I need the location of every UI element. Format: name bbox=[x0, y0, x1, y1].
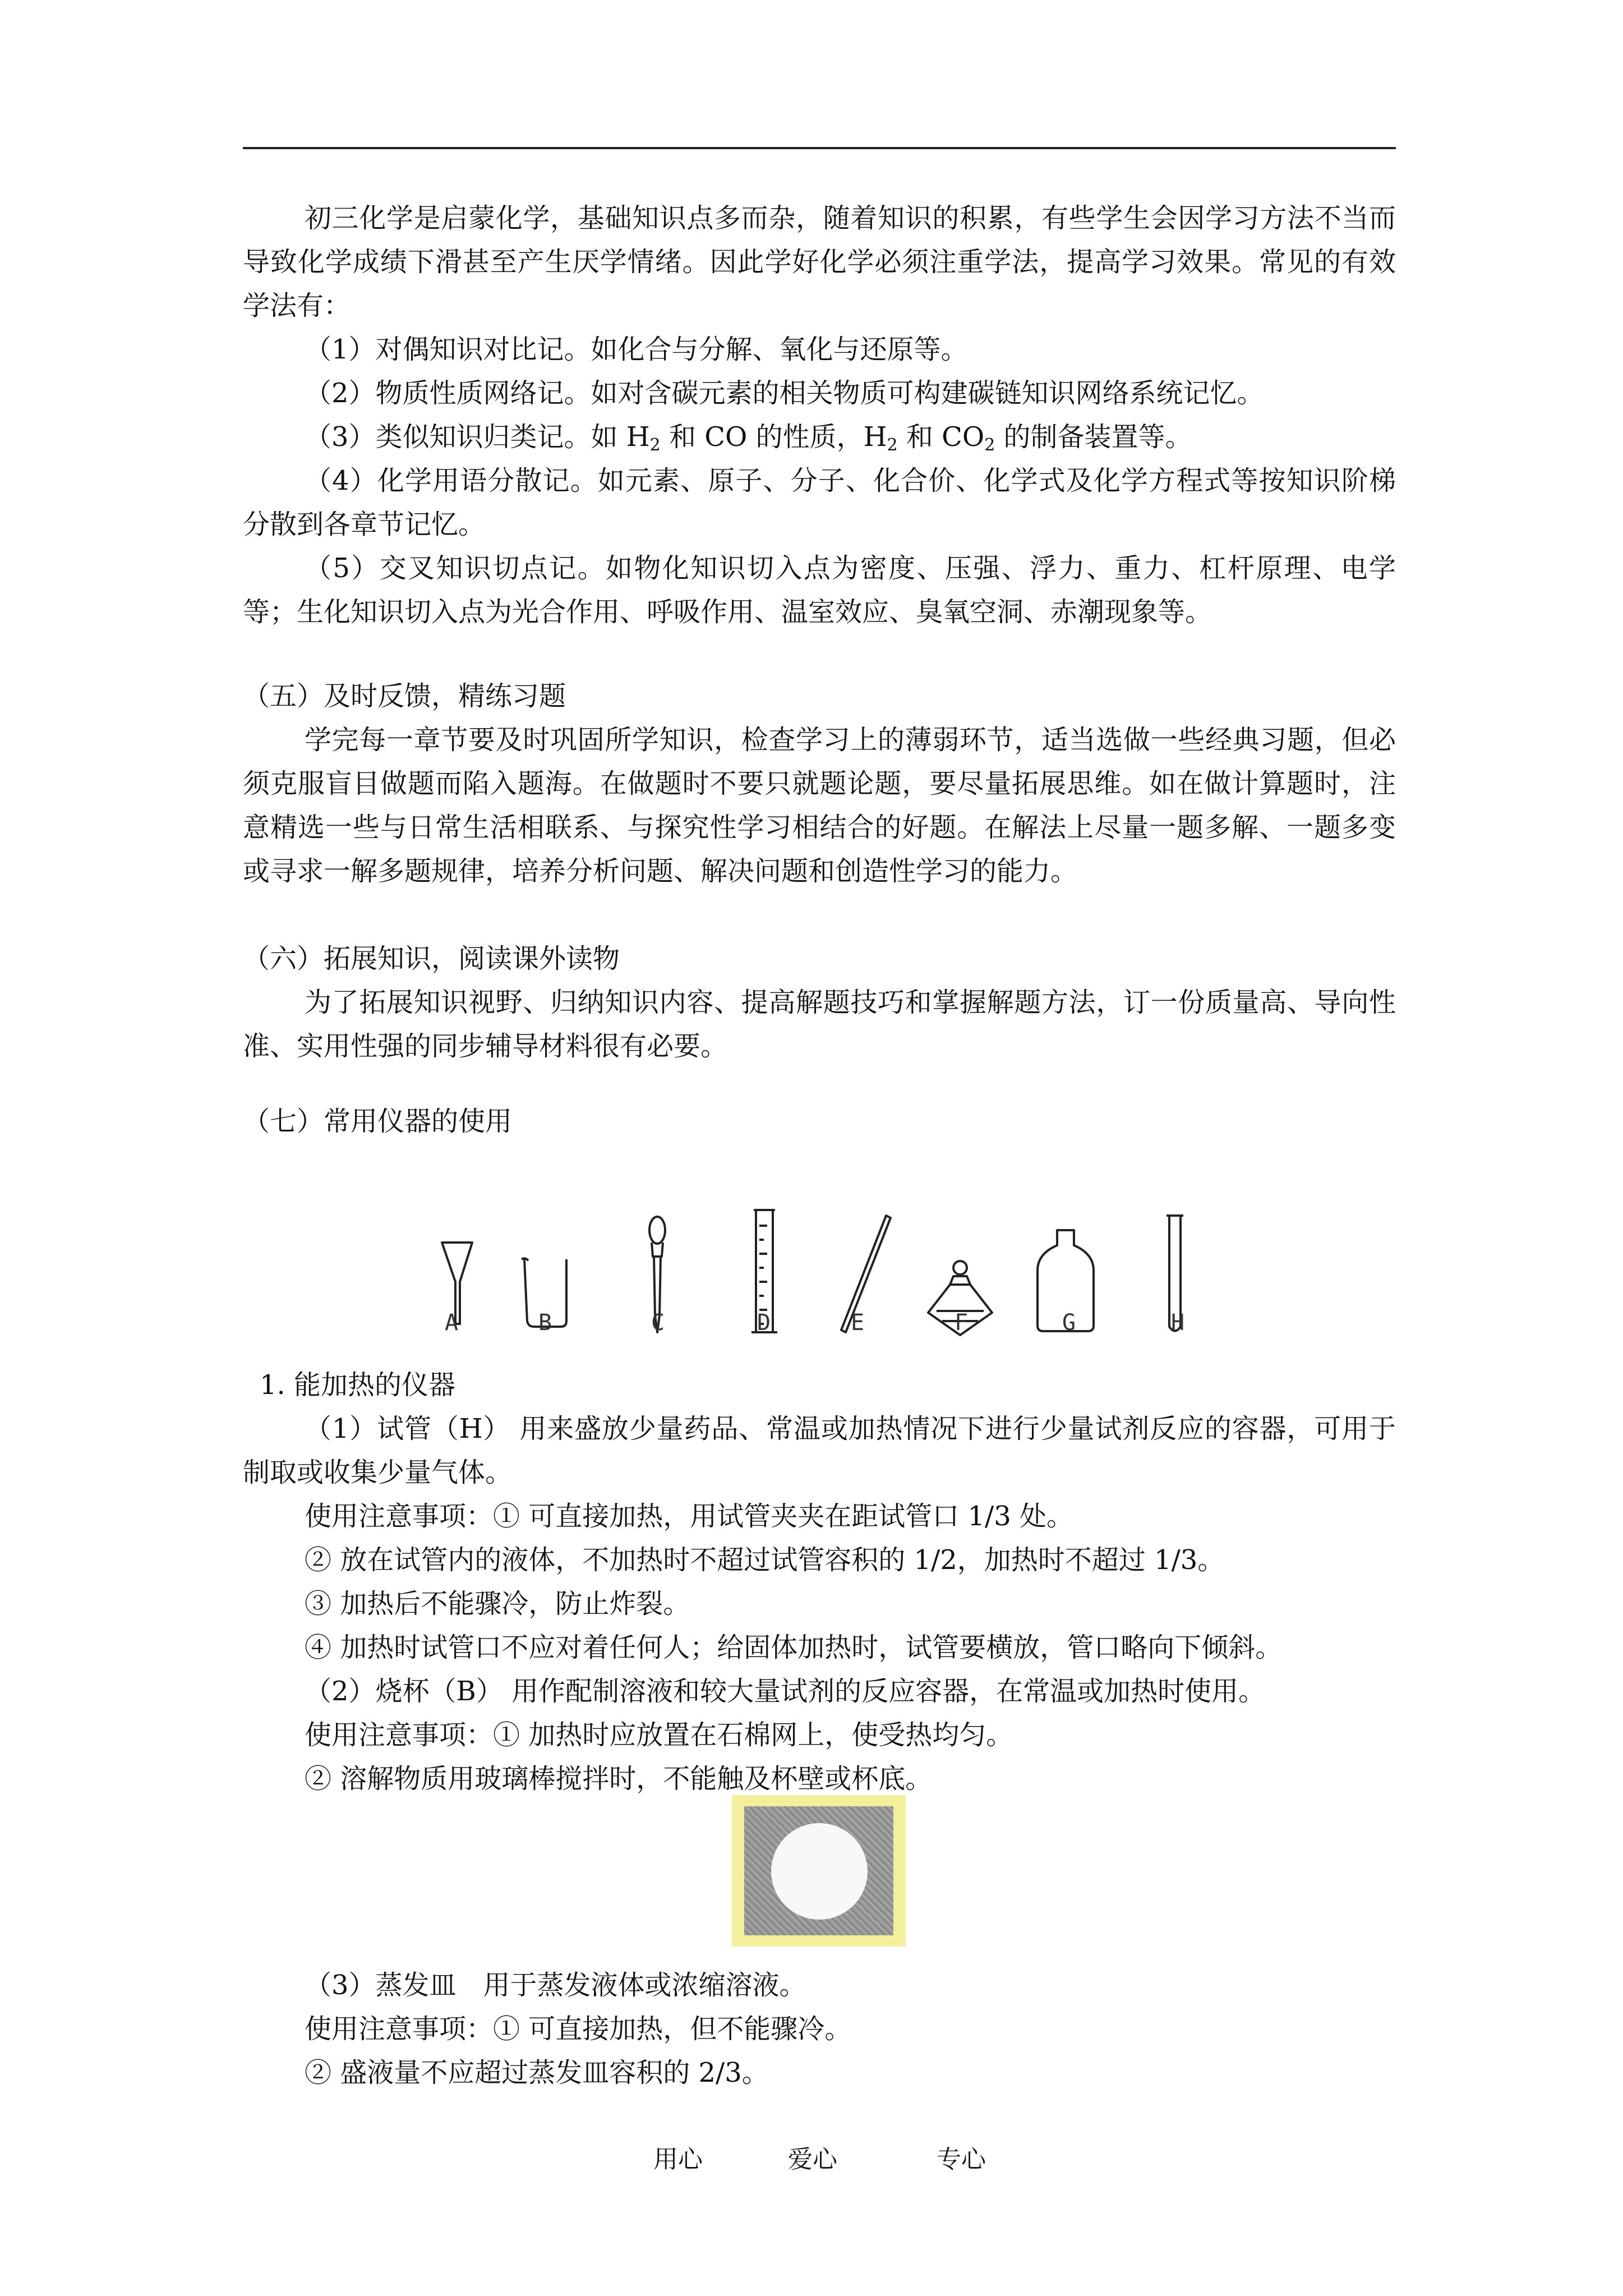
figure-label-c: C bbox=[651, 1310, 665, 1336]
figure-label-b: B bbox=[538, 1310, 552, 1336]
figure-label-h: H bbox=[1171, 1310, 1185, 1336]
figure-label-d: D bbox=[757, 1310, 771, 1336]
test-tube-note-3: ③ 加热后不能骤冷，防止炸裂。 bbox=[305, 1588, 690, 1619]
figure-label-g: G bbox=[1062, 1310, 1076, 1336]
beaker-note-2: ② 溶解物质用玻璃棒搅拌时，不能触及杯壁或杯底。 bbox=[305, 1763, 933, 1795]
section-6-heading: （六）拓展知识，阅读课外读物 bbox=[243, 943, 620, 974]
evaporating-dish-description: （3）蒸发皿 用于蒸发液体或浓缩溶液。 bbox=[305, 1970, 806, 2001]
evaporating-dish-note-1: 使用注意事项：① 可直接加热，但不能骤冷。 bbox=[305, 2013, 852, 2045]
figure-label-a: A bbox=[445, 1310, 459, 1336]
footer-left: 用心 bbox=[653, 2145, 703, 2174]
subsection-1-heading: 1. 能加热的仪器 bbox=[260, 1369, 456, 1401]
intro-item-3: （3）类似知识归类记。如 $H_2$ 和 CO 的性质，$H_2$ 和 $CO_2$ 的制备装置等。 bbox=[305, 421, 1192, 455]
intro-item-2: （2）物质性质网络记。如对含碳元素的相关物质可构建碳链知识网络系统记忆。 bbox=[305, 378, 1264, 409]
section-7-heading: （七）常用仪器的使用 bbox=[243, 1106, 513, 1137]
footer-right: 专心 bbox=[937, 2145, 986, 2174]
intro-item-4: （4）化学用语分散记。如元素、原子、分子、化合价、化学式及化学方程式等按知识阶梯分散到各章节记忆。 bbox=[243, 465, 1396, 540]
glass-rod-icon bbox=[841, 1216, 891, 1332]
intro-paragraph: 初三化学是启蒙化学，基础知识点多而杂，随着知识的积累，有些学生会因学习方法不当而导致化学成绩下滑甚至产生厌学情绪。因此学好化学必须注重学法，提高学习效果。常见的有效学法有： bbox=[243, 203, 1396, 321]
evaporating-dish-note-2: ② 盛液量不应超过蒸发皿容积的 2/3。 bbox=[305, 2057, 769, 2088]
footer-middle: 爱心 bbox=[788, 2145, 837, 2174]
figure-label-f: F bbox=[955, 1310, 969, 1336]
test-tube-description: （1）试管（H） 用来盛放少量药品、常温或加热情况下进行少量试剂反应的容器，可用于制取或收集少量气体。 bbox=[243, 1413, 1396, 1488]
section-5-heading: （五）及时反馈，精练习题 bbox=[243, 680, 566, 712]
intro-item-5: （5）交叉知识切点记。如物化知识切入点为密度、压强、浮力、重力、杠杆原理、电学等；生化知识切入点为光合作用、呼吸作用、温室效应、臭氧空洞、赤潮现象等。 bbox=[243, 553, 1396, 628]
intro-item-1: （1）对偶知识对比记。如化合与分解、氧化与还原等。 bbox=[305, 334, 968, 365]
header-rule bbox=[243, 147, 1396, 149]
section-5-body: 学完每一章节要及时巩固所学知识，检查学习上的薄弱环节，适当选做一些经典习题，但必须克服盲目做题而陷入题海。在做题时不要只就题论题，要尽量拓展思维。如在做计算题时，注意精选一些与日常生活相联系、与探究性学习相结合的好题。在解法上尽量一题多解、一题多变或寻求一解多题规律，培养分析问题、解决问题和创造性学习的能力。 bbox=[243, 724, 1396, 887]
section-6-body: 为了拓展知识视野、归纳知识内容、提高解题技巧和掌握解题方法，订一份质量高、导向性准、实用性强的同步辅导材料很有必要。 bbox=[243, 987, 1396, 1062]
beaker-description: （2）烧杯（B） 用作配制溶液和较大量试剂的反应容器，在常温或加热时使用。 bbox=[305, 1676, 1266, 1707]
test-tube-note-1: 使用注意事项：① 可直接加热，用试管夹夹在距试管口 1/3 处。 bbox=[305, 1501, 1074, 1532]
asbestos-gauze-image bbox=[732, 1795, 906, 1947]
test-tube-note-2: ② 放在试管内的液体，不加热时不超过试管容积的 1/2，加热时不超过 1/3。 bbox=[305, 1544, 1225, 1576]
beaker-note-1: 使用注意事项：① 加热时应放置在石棉网上，使受热均匀。 bbox=[305, 1719, 1013, 1751]
test-tube-note-4: ④ 加热时试管口不应对着任何人；给固体加热时，试管要横放，管口略向下倾斜。 bbox=[305, 1632, 1283, 1663]
figure-label-e: E bbox=[851, 1310, 865, 1336]
